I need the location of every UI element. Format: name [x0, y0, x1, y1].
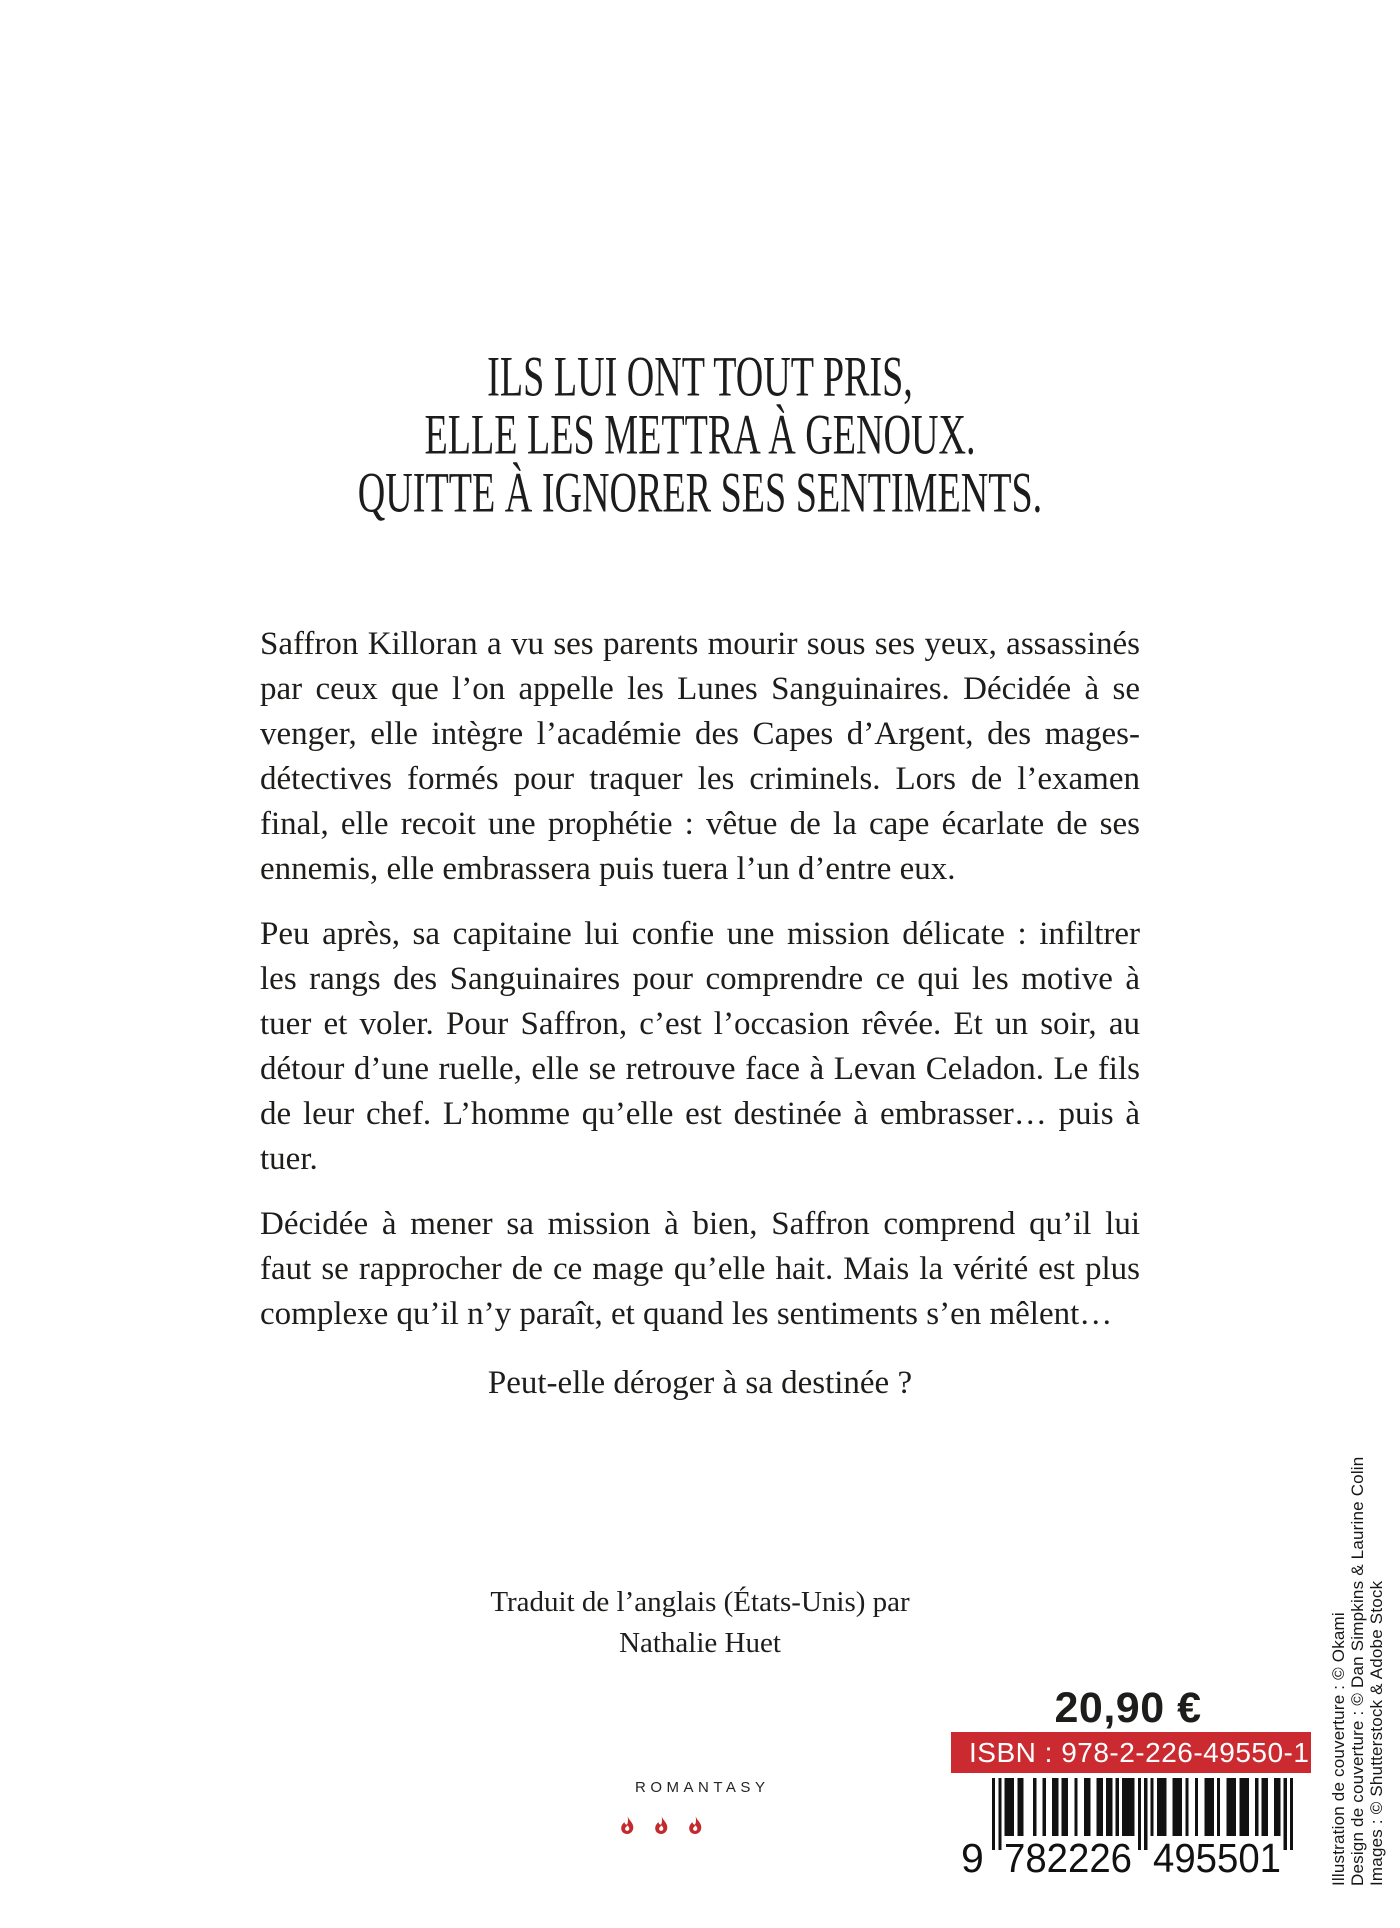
translation-credit-line: Traduit de l’anglais (États-Unis) par — [490, 1586, 910, 1618]
price: 20,90 € — [1054, 1684, 1202, 1732]
synopsis-closing-line: Peut-elle déroger à sa destinée ? — [487, 1365, 913, 1401]
tagline-line: ILS LUI ONT TOUT PRIS, — [487, 345, 913, 409]
imprint-flames — [619, 1814, 704, 1839]
translation-credit — [0, 1582, 1400, 1664]
translator-name: Nathalie Huet — [619, 1627, 781, 1659]
credit-design: Design de couverture : © Dan Simpkins & Laurine Colin — [1348, 1456, 1367, 1886]
tagline-line: QUITTE À IGNORER SES SENTIMENTS. — [357, 461, 1043, 525]
synopsis-paragraph: Décidée à mener sa mission à bien, Saffron comprend qu’il lui faut se rapprocher de ce mage qu’elle hait. Mais la vérité est plus complexe qu’il n’y paraît, et quand les sentiments s’en mêlent… — [260, 1206, 1140, 1332]
imprint-romantasy-label: ROMANTASY — [635, 1779, 770, 1796]
flame-icon — [687, 1814, 704, 1839]
barcode-right-digits: 495501 — [1153, 1835, 1281, 1876]
isbn-label: ISBN : 978-2-226-49550-1 — [969, 1737, 1310, 1768]
ean13-barcode — [955, 1776, 1300, 1876]
synopsis-paragraph: Peu après, sa capitaine lui confie une mission délicate : infiltrer les rangs des Sanguinaires pour comprendre ce qui les motive à tuer et voler. Pour Saffron, c’est l’occasion rêvée. Et un soir, au détour d’une ruelle, elle se retrouve face à Levan Celadon. Le fils de leur chef. L’homme qu’elle est destinée à embrasser… puis à tuer. — [260, 916, 1140, 1177]
flame-icon — [653, 1814, 670, 1839]
credit-images: Images : © Shutterstock & Adobe Stock — [1367, 1580, 1386, 1886]
barcode-first-digit: 9 — [961, 1835, 984, 1876]
flame-icon — [619, 1814, 636, 1839]
synopsis — [260, 622, 1140, 1406]
isbn-bar — [951, 1732, 1311, 1773]
photo-credits — [1329, 1246, 1386, 1886]
tagline — [0, 345, 1400, 525]
credit-illustration: Illustration de couverture : © Okami — [1329, 1612, 1348, 1886]
tagline-line: ELLE LES METTRA À GENOUX. — [424, 403, 976, 467]
barcode-left-digits: 782226 — [1004, 1835, 1132, 1876]
synopsis-paragraph: Saffron Killoran a vu ses parents mourir sous ses yeux, assassinés par ceux que l’on appelle les Lunes Sanguinaires. Décidée à se venger, elle intègre l’académie des Capes d’Argent, des mages-détectives formés pour traquer les criminels. Lors de l’examen final, elle recoit une prophétie : vêtue de la cape écarlate de ses ennemis, elle embrassera puis tuera l’un d’entre eux. — [260, 626, 1140, 887]
